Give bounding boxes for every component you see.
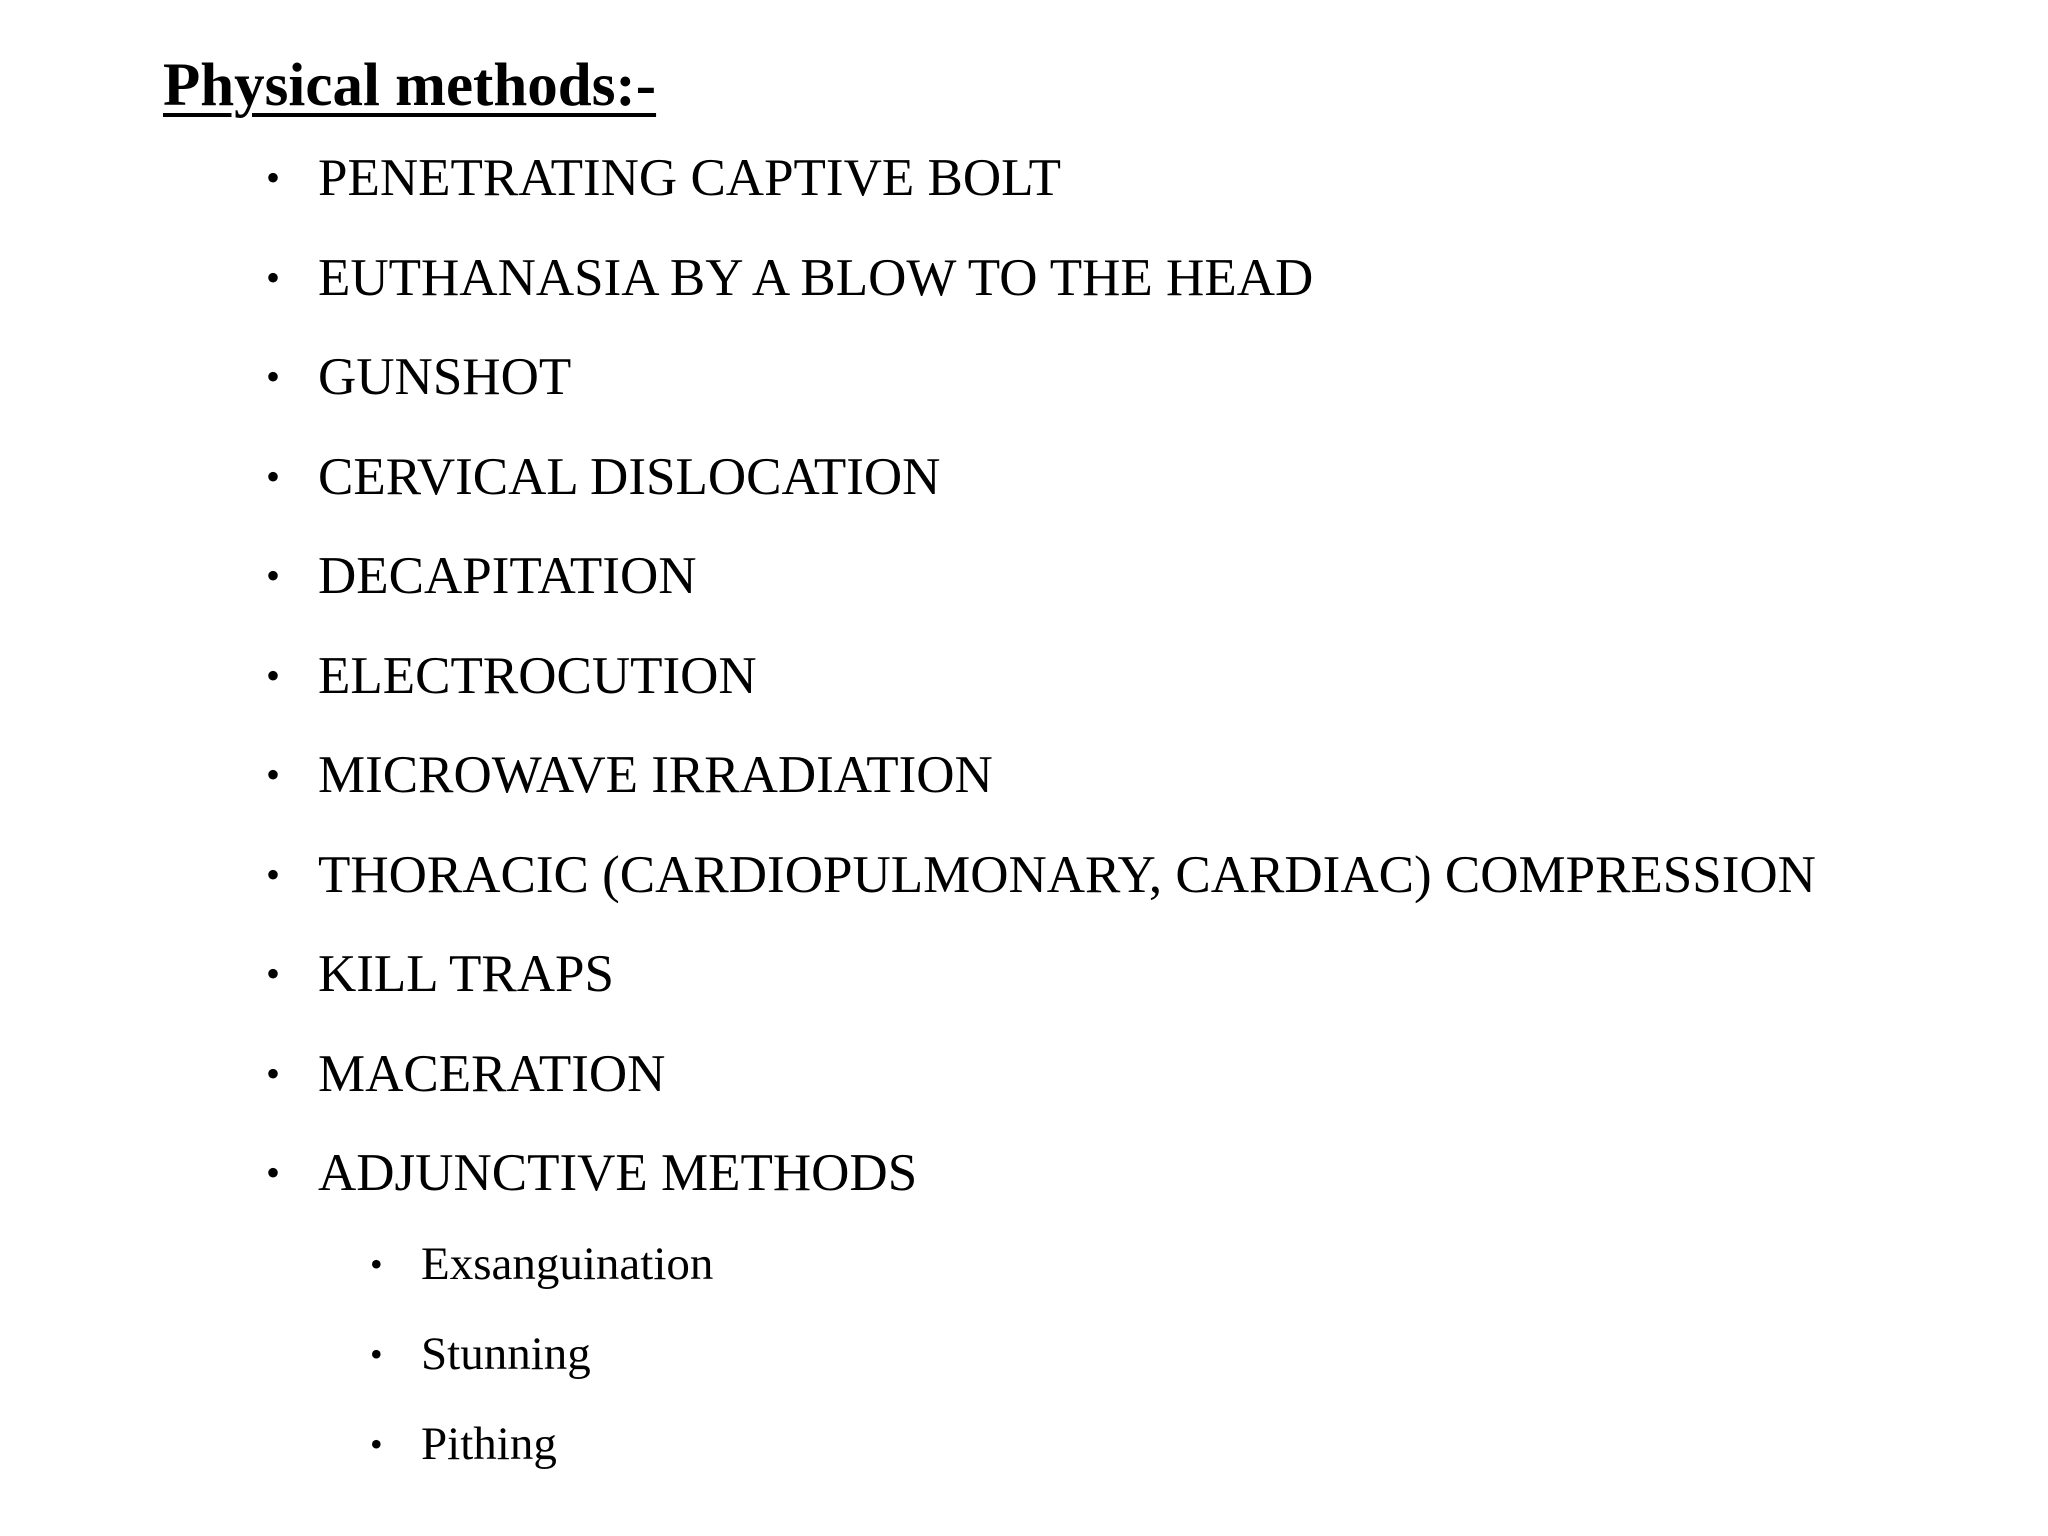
sub-list-item-label: Exsanguination (421, 1238, 714, 1290)
bullet-icon: • (266, 652, 281, 698)
bullet-icon: • (370, 1424, 383, 1464)
list-item-label: MICROWAVE IRRADIATION (318, 746, 993, 804)
bullet-icon: • (266, 851, 281, 897)
bullet-icon: • (370, 1334, 383, 1374)
bullet-icon: • (266, 951, 281, 996)
list-item-label: KILL TRAPS (318, 945, 614, 1003)
sub-list-item-label: Pithing (421, 1418, 557, 1470)
list-item-label: PENETRATING CAPTIVE BOLT (318, 149, 1061, 207)
list-item-label: CERVICAL DISLOCATION (318, 447, 941, 506)
bullet-icon: • (266, 354, 281, 399)
list-item-label: DECAPITATION (318, 547, 697, 605)
sub-list-item-label: Stunning (421, 1328, 591, 1380)
list-item-label: GUNSHOT (318, 348, 572, 406)
list-item-label: MACERATION (318, 1044, 666, 1103)
list-item-label: ELECTROCUTION (318, 646, 757, 705)
bullet-icon: • (266, 553, 281, 598)
bullet-icon: • (370, 1244, 383, 1284)
list-item-label: ADJUNCTIVE METHODS (318, 1144, 918, 1202)
bullet-icon: • (266, 752, 281, 797)
bullet-icon: • (266, 1150, 281, 1195)
bullet-icon: • (266, 155, 281, 200)
slide-title: Physical methods:- (163, 52, 657, 119)
list-item-label: EUTHANASIA BY A BLOW TO THE HEAD (318, 248, 1314, 307)
bullet-icon: • (266, 453, 281, 499)
bullet-icon: • (266, 254, 281, 300)
bullet-icon: • (266, 1050, 281, 1096)
list-item-label: THORACIC (CARDIOPULMONARY, CARDIAC) COMPRESSION (318, 845, 1816, 904)
